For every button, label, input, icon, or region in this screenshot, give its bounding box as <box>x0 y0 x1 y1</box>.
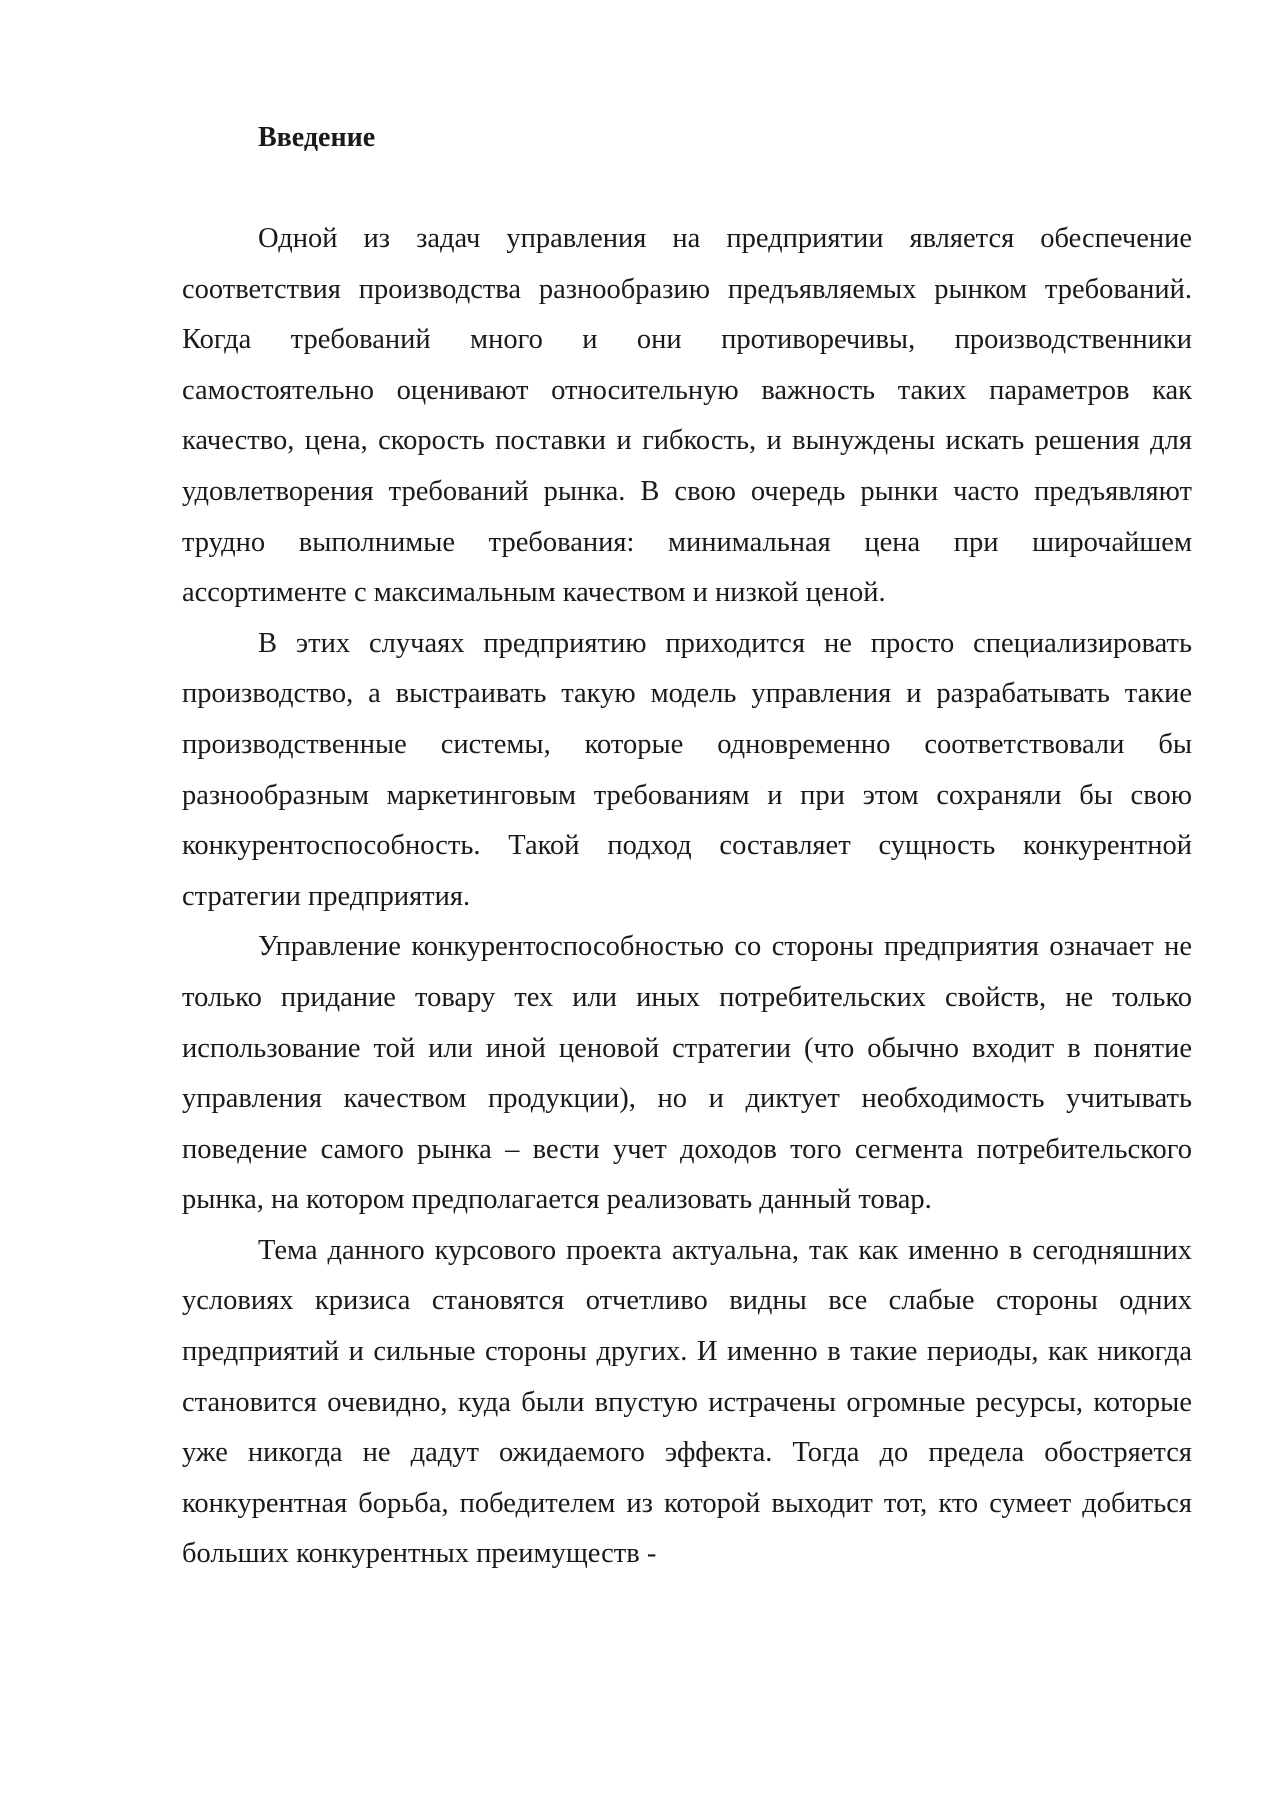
page-title: Введение <box>258 122 376 153</box>
paragraph-3: Управление конкурентоспособностью со стороны предприятия означает не только придание товару тех или иных потребительских свойств, не только использование той или иной ценовой стратегии (что обычно входит в понятие управления качеством продукции), но и диктует необходимость учитывать поведение самого рынка – вести учет доходов того сегмента потребительского рынка, на котором предполагается реализовать данный товар. <box>182 931 1192 1216</box>
body-text <box>182 214 1192 1580</box>
paragraph-4: Тема данного курсового проекта актуальна, так как именно в сегодняшних условиях кризиса становятся отчетливо видны все слабые стороны одних предприятий и сильные стороны других. И именно в такие периоды, как никогда становится очевидно, куда были впустую истрачены огромные ресурсы, которые уже никогда не дадут ожидаемого эффекта. Тогда до предела обостряется конкурентная борьба, победителем из которой выходит тот, кто сумеет добиться больших конкурентных преимуществ - <box>182 1234 1192 1570</box>
paragraph-2: В этих случаях предприятию приходится не просто специализировать производство, а выстраивать такую модель управления и разрабатывать такие производственные системы, которые одновременно соответствовали бы разнообразным маркетинговым требованиям и при этом сохраняли бы свою конкурентоспособность. Такой подход составляет сущность конкурентной стратегии предприятия. <box>182 627 1192 912</box>
paragraph-1: Одной из задач управления на предприятии является обеспечение соответствия производства разнообразию предъявляемых рынком требований. Когда требований много и они противоречивы, производственники самостоятельно оценивают относительную важность таких параметров как качество, цена, скорость поставки и гибкость, и вынуждены искать решения для удовлетворения требований рынка. В свою очередь рынки часто предъявляют трудно выполнимые требования: минимальная цена при широчайшем ассортименте с максимальным качеством и низкой ценой. <box>182 223 1192 609</box>
